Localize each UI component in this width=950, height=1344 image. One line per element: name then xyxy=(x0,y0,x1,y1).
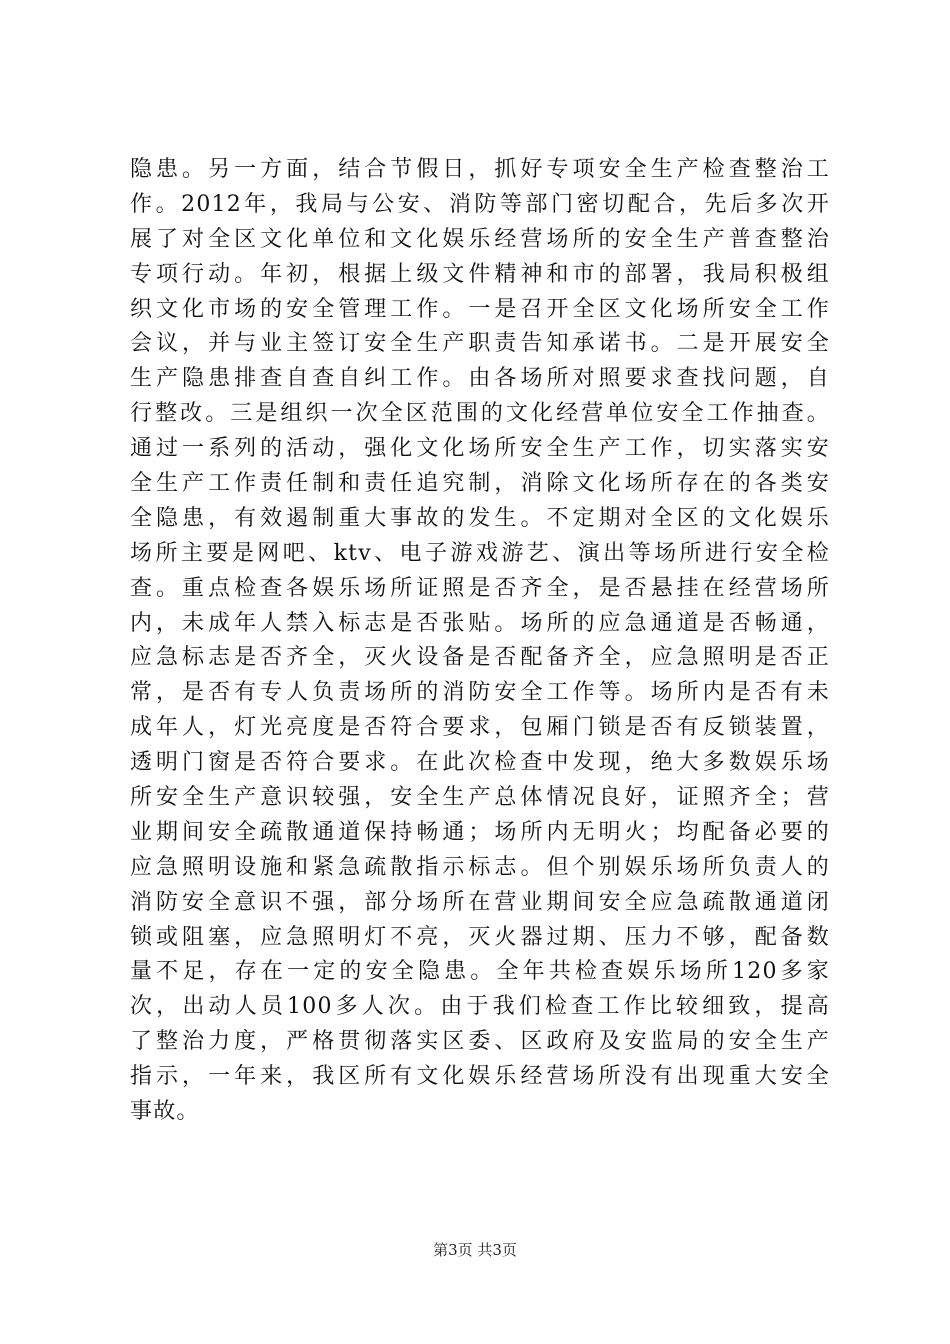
text-line: 量不足，存在一定的安全隐患。全年共检查娱乐场所120多家 xyxy=(130,959,830,985)
text-line: 织文化市场的安全管理工作。一是召开全区文化场所安全工作 xyxy=(130,296,830,322)
text-line: 会议，并与业主签订安全生产职责告知承诺书。二是开展安全 xyxy=(130,331,830,357)
text-line: 生产隐患排查自查自纠工作。由各场所对照要求查找问题，自 xyxy=(130,366,830,392)
text-line: 行整改。三是组织一次全区范围的文化经营单位安全工作抽查。 xyxy=(130,401,830,427)
page-footer xyxy=(0,1240,950,1260)
text-line: 展了对全区文化单位和文化娱乐经营场所的安全生产普查整治 xyxy=(130,226,830,252)
page-indicator: 第3页 共3页 xyxy=(433,1241,517,1259)
text-line: 全隐患，有效遏制重大事故的发生。不定期对全区的文化娱乐 xyxy=(130,505,830,531)
text-line: 作。2012年，我局与公安、消防等部门密切配合，先后多次开 xyxy=(130,191,830,217)
text-line: 业期间安全疏散通道保持畅通；场所内无明火；均配备必要的 xyxy=(130,819,830,845)
text-line: 锁或阻塞，应急照明灯不亮，灭火器过期、压力不够，配备数 xyxy=(130,924,830,950)
text-line: 通过一系列的活动，强化文化场所安全生产工作，切实落实安 xyxy=(130,436,830,462)
text-line: 应急标志是否齐全，灭火设备是否配备齐全，应急照明是否正 xyxy=(130,645,830,671)
text-line: 应急照明设施和紧急疏散指示标志。但个别娱乐场所负责人的 xyxy=(130,854,830,880)
text-line: 全生产工作责任制和责任追究制，消除文化场所存在的各类安 xyxy=(130,471,830,497)
text-line: 成年人，灯光亮度是否符合要求，包厢门锁是否有反锁装置， xyxy=(130,715,830,741)
text-line: 次，出动人员100多人次。由于我们检查工作比较细致，提高 xyxy=(130,994,830,1020)
text-line: 指示，一年来，我区所有文化娱乐经营场所没有出现重大安全 xyxy=(130,1064,830,1090)
text-line: 场所主要是网吧、ktv、电子游戏游艺、演出等场所进行安全检 xyxy=(130,540,830,566)
text-line: 内，未成年人禁入标志是否张贴。场所的应急通道是否畅通， xyxy=(130,610,830,636)
text-line-last: 事故。 xyxy=(130,1099,200,1125)
text-line: 常，是否有专人负责场所的消防安全工作等。场所内是否有未 xyxy=(130,680,830,706)
text-line: 所安全生产意识较强，安全生产总体情况良好，证照齐全；营 xyxy=(130,785,830,811)
text-line: 查。重点检查各娱乐场所证照是否齐全，是否悬挂在经营场所 xyxy=(130,575,830,601)
text-line: 了整治力度，严格贯彻落实区委、区政府及安监局的安全生产 xyxy=(130,1029,830,1055)
text-line: 专项行动。年初，根据上级文件精神和市的部署，我局积极组 xyxy=(130,261,830,287)
body-paragraph xyxy=(130,153,830,1130)
text-line: 透明门窗是否符合要求。在此次检查中发现，绝大多数娱乐场 xyxy=(130,750,830,776)
text-line: 隐患。另一方面，结合节假日，抓好专项安全生产检查整治工 xyxy=(130,157,830,182)
text-line: 消防安全意识不强，部分场所在营业期间安全应急疏散通道闭 xyxy=(130,889,830,915)
